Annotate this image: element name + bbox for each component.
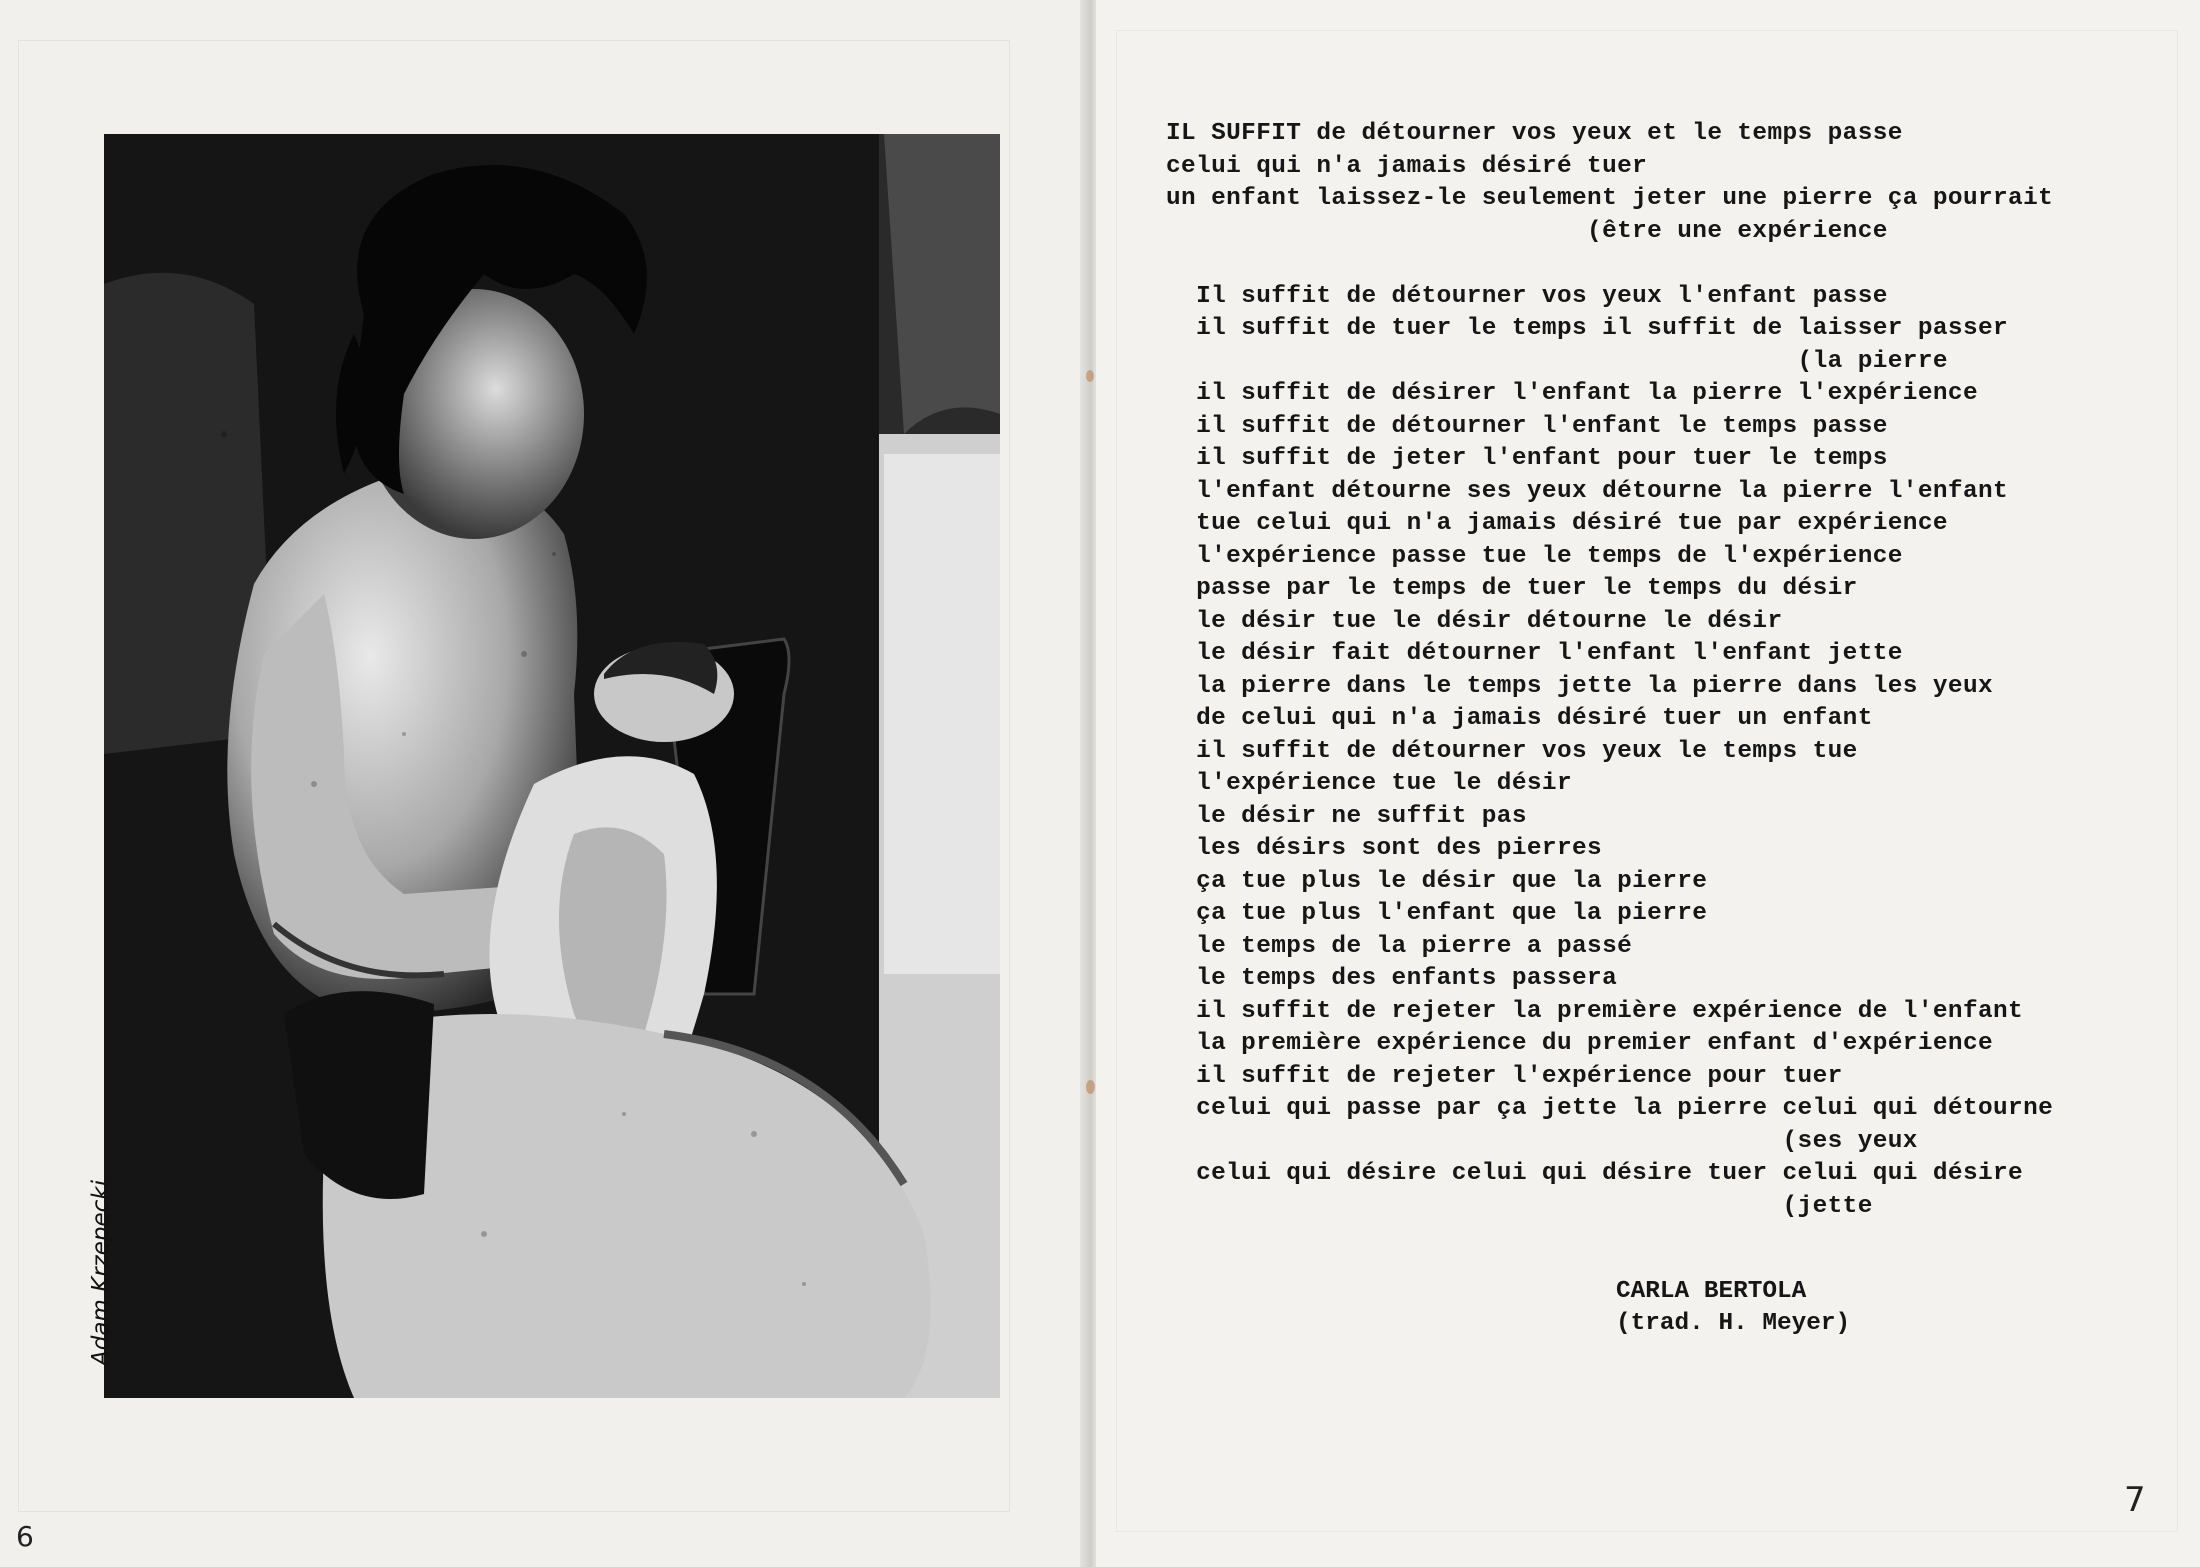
poem-line: (jette <box>1166 1192 1873 1220</box>
poem-line: celui qui passe par ça jette la pierre celui qui détourne <box>1166 1095 2054 1122</box>
photo-illustration <box>104 134 1000 1398</box>
poem-line: le temps des enfants passera <box>1166 965 1618 992</box>
poem-line: ça tue plus le désir que la pierre <box>1166 867 1708 895</box>
poem-line: de celui qui n'a jamais désiré tuer un enfant <box>1166 705 1873 732</box>
poem-line: le désir tue le désir détourne le désir <box>1166 607 1783 635</box>
photograph <box>104 134 1000 1398</box>
poem-line: (être une expérience <box>1166 217 1888 245</box>
poem-line: il suffit de détourner l'enfant le temps passe <box>1166 412 1888 440</box>
poem-line: le désir ne suffit pas <box>1166 802 1527 830</box>
poem-line: il suffit de jeter l'enfant pour tuer le temps <box>1166 445 1888 472</box>
poem-line: (ses yeux <box>1166 1127 1918 1155</box>
poem-line: ça tue plus l'enfant que la pierre <box>1166 900 1708 927</box>
poem-line: tue celui qui n'a jamais désiré tue par expérience <box>1166 510 1948 537</box>
rust-stain <box>1086 1080 1095 1094</box>
poem-line: il suffit de désirer l'enfant la pierre l'expérience <box>1166 380 1978 407</box>
page-number-right: 7 <box>2124 1480 2146 1520</box>
poem-line: l'expérience passe tue le temps de l'expérience <box>1166 542 1903 570</box>
left-page <box>0 0 1088 1567</box>
photo-credit: Adam Krzepecki <box>88 1179 114 1366</box>
author-name: CARLA BERTOLA <box>1616 1278 1807 1305</box>
poem-line: passe par le temps de tuer le temps du désir <box>1166 575 1858 602</box>
page-number-left: 6 <box>16 1520 34 1553</box>
poem-line: il suffit de tuer le temps il suffit de laisser passer <box>1166 315 2009 342</box>
poem-line: le désir fait détourner l'enfant l'enfant jette <box>1166 640 1903 667</box>
rust-stain <box>1086 370 1094 382</box>
poem-line: l'enfant détourne ses yeux détourne la pierre l'enfant <box>1166 477 2009 505</box>
poem-line: le temps de la pierre a passé <box>1166 932 1633 960</box>
author-credit <box>1616 1276 1850 1340</box>
poem-line: il suffit de rejeter la première expérience de l'enfant <box>1166 997 2024 1025</box>
poem-text <box>1166 118 2053 1223</box>
poem-line: il suffit de rejeter l'expérience pour tuer <box>1166 1062 1843 1090</box>
poem-line: un enfant laissez-le seulement jeter une pierre ça pourrait <box>1166 185 2054 212</box>
poem-line: (la pierre <box>1166 347 1948 375</box>
poem-line: celui qui désire celui qui désire tuer celui qui désire <box>1166 1160 2024 1187</box>
translator-credit: (trad. H. Meyer) <box>1616 1310 1851 1337</box>
poem-line: celui qui n'a jamais désiré tuer <box>1166 152 1648 180</box>
poem-line: Il suffit de détourner vos yeux l'enfant passe <box>1166 282 1888 310</box>
poem-line: la première expérience du premier enfant d'expérience <box>1166 1030 1994 1057</box>
poem-line: il suffit de détourner vos yeux le temps tue <box>1166 737 1858 765</box>
poem-line: l'expérience tue le désir <box>1166 770 1572 797</box>
poem-line: les désirs sont des pierres <box>1166 835 1603 862</box>
poem-line: la pierre dans le temps jette la pierre dans les yeux <box>1166 672 1994 700</box>
poem-line: IL SUFFIT de détourner vos yeux et le temps passe <box>1166 120 1903 147</box>
